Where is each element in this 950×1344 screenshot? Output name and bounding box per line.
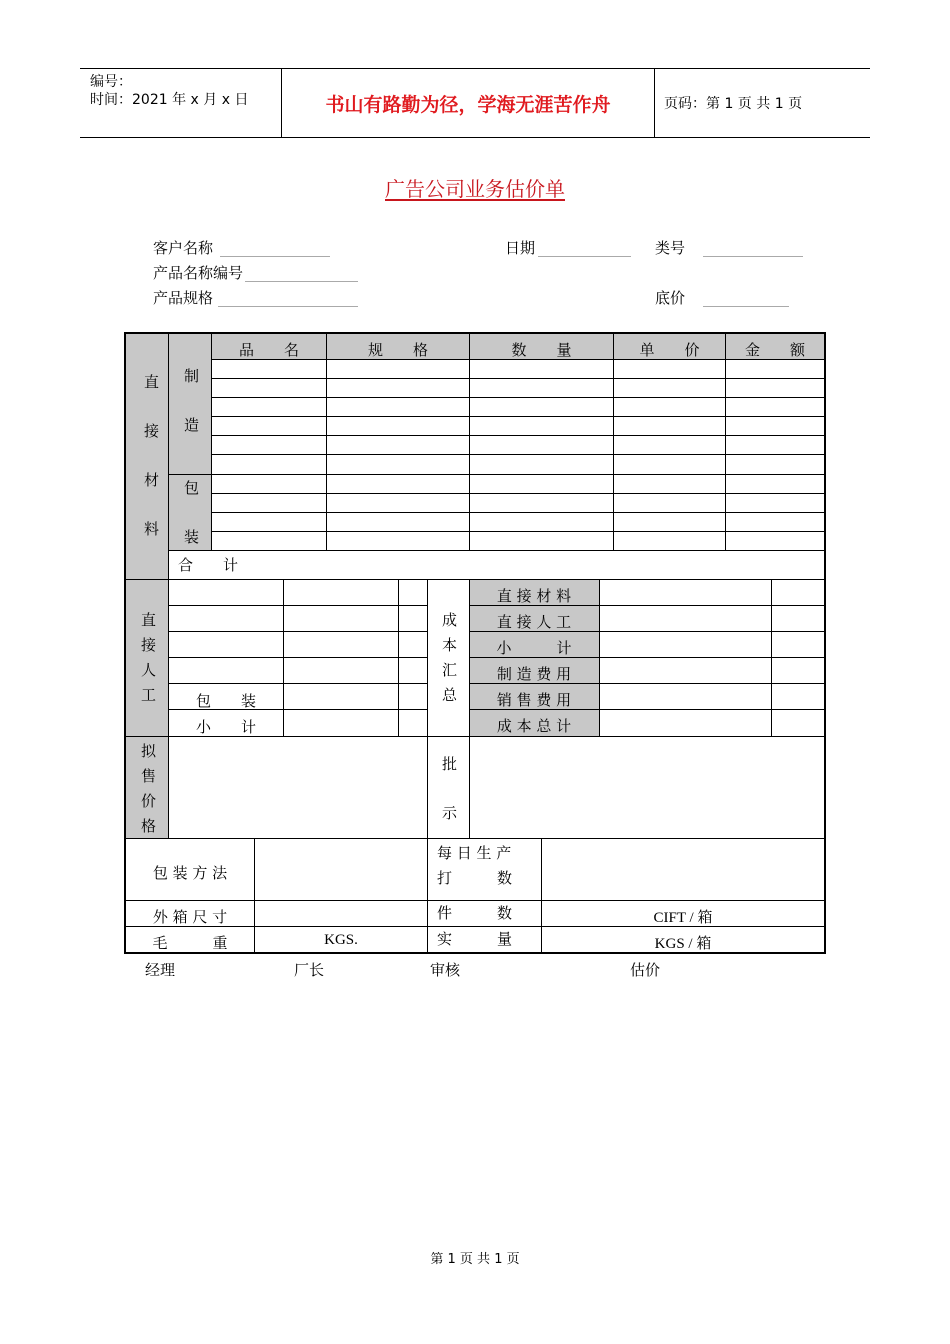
category-label: 类号 — [655, 239, 686, 257]
gross-weight-label: 毛 重 — [152, 934, 228, 952]
document-title: 广告公司业务估价单 — [385, 177, 565, 201]
labor-subtotal-label: 小 计 — [195, 718, 256, 736]
daily-output-label: 每 日 生 产 — [437, 844, 512, 862]
labor-packaging-label: 包 装 — [195, 692, 256, 710]
kgs-box-unit: KGS / 箱 — [654, 936, 712, 952]
date-label: 日期 — [505, 239, 536, 257]
serial-label: 编号： — [90, 74, 132, 90]
cost-item: 直 接 人 工 — [496, 613, 572, 631]
direct-labor-label: 直接人工 — [139, 612, 157, 712]
cost-item: 成 本 总 计 — [496, 717, 572, 735]
header-motto: 书山有路勤为径，学海无涯苦作舟 — [325, 93, 611, 116]
col-unit-header: 单 价 — [639, 341, 700, 359]
cost-item: 销 售 费 用 — [496, 691, 572, 709]
cost-item: 小 计 — [496, 639, 572, 657]
page-footer: 第 1 页 共 1 页 — [430, 1252, 520, 1267]
cost-summary-label: 成本汇总 — [440, 612, 458, 712]
signature-factory: 厂长 — [294, 961, 325, 979]
customer-label: 客户名称 — [153, 239, 214, 257]
cost-item: 直 接 材 料 — [496, 587, 572, 605]
signature-manager: 经理 — [145, 961, 176, 979]
direct-material-label: 直接材料 — [142, 374, 160, 570]
cost-item: 制 造 费 用 — [496, 665, 572, 683]
actual-label: 实 量 — [437, 930, 513, 948]
total-label: 合 计 — [178, 556, 239, 574]
col-amount-header: 金 额 — [744, 341, 805, 359]
proposed-price-label: 拟售价格 — [139, 743, 157, 843]
base-price-label: 底价 — [655, 289, 686, 307]
product-code-label: 产品名称编号 — [153, 264, 244, 282]
packaging-label: 包装 — [182, 480, 200, 578]
pack-method-label: 包 装 方 法 — [152, 864, 228, 882]
header-page-info: 页码：第 1 页 共 1 页 — [664, 96, 803, 112]
time-label: 时间：2021 年 x 月 x 日 — [90, 92, 249, 108]
approval-label: 批示 — [440, 756, 458, 854]
signature-estimate: 估价 — [630, 961, 661, 979]
daily-output-label-2: 打 数 — [437, 869, 513, 887]
col-name-header: 品 名 — [238, 341, 299, 359]
col-spec-header: 规 格 — [367, 341, 428, 359]
spec-label: 产品规格 — [153, 289, 214, 307]
carton-size-label: 外 箱 尺 寸 — [152, 908, 228, 926]
manufacture-label: 制造 — [182, 368, 200, 466]
col-qty-header: 数 量 — [511, 341, 572, 359]
kgs-unit: KGS. — [324, 932, 358, 948]
pieces-label: 件 数 — [437, 904, 513, 922]
cift-unit: CIFT / 箱 — [653, 910, 713, 926]
signature-review: 审核 — [430, 961, 461, 979]
